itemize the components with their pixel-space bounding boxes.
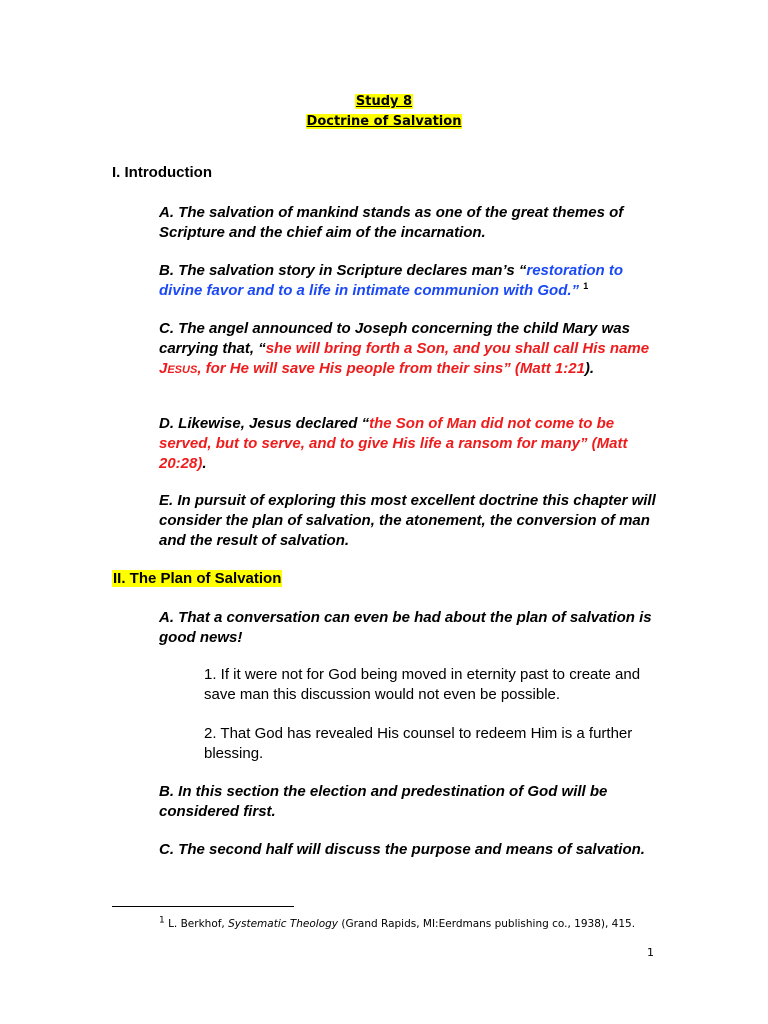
intro-point-c-end: ). xyxy=(584,360,595,377)
berkhof-quote: restoration to divine favor and to a life in intimate communion with God.” xyxy=(159,262,624,299)
intro-point-c xyxy=(159,319,669,380)
quote-part-2: , for He will save His people from their sins” (Matt 1:21 xyxy=(197,360,585,377)
section-heading-plan-text: II. The Plan of Salvation xyxy=(113,570,282,587)
intro-point-d-end: . xyxy=(202,455,207,472)
section-heading-plan xyxy=(112,569,282,589)
page-number: 1 xyxy=(647,946,654,959)
intro-point-c-text: C. The angel announced to Joseph concerning the child Mary was carrying that, “ xyxy=(159,320,630,357)
plan-subpoint-1: 1. If it were not for God being moved in eternity past to create and save man this discussion would not even be possible. xyxy=(204,666,641,703)
intro-point-b-text: B. The salvation story in Scripture declares man’s “ xyxy=(159,262,527,279)
plan-point-c: C. The second half will discuss the purpose and means of salvation. xyxy=(159,841,645,858)
intro-point-d-text: D. Likewise, Jesus declared “ xyxy=(159,415,370,432)
doctrine-title: Doctrine of Salvation xyxy=(306,114,462,129)
footnote-ref: 1 xyxy=(583,281,589,291)
intro-point-b xyxy=(159,261,669,301)
matt-20-28-quote: the Son of Man did not come to be served, but to serve, and to give His life a ransom for many” (Matt 20:28) xyxy=(159,415,628,472)
intro-point-d xyxy=(159,414,669,474)
plan-point-b: B. In this section the election and predestination of God will be considered first. xyxy=(159,783,608,820)
title-block xyxy=(0,92,768,132)
footnote-author: L. Berkhof, xyxy=(164,918,229,930)
footnote-number: 1 xyxy=(159,915,165,926)
intro-point-a: A. The salvation of mankind stands as one of the great themes of Scripture and the chief aim of the incarnation. xyxy=(159,204,624,241)
footnote-book-title: Systematic Theology xyxy=(228,918,339,930)
footnote-citation: (Grand Rapids, MI:Eerdmans publishing co., 1938), 415. xyxy=(338,918,636,930)
footnote xyxy=(159,917,635,931)
plan-point-a: A. That a conversation can even be had about the plan of salvation is good news! xyxy=(159,609,652,646)
jesus-rest: ESUS xyxy=(167,364,198,376)
plan-subpoint-2: 2. That God has revealed His counsel to redeem Him is a further blessing. xyxy=(204,725,633,762)
quote-part-1: she will bring forth a Son, and you shall call His name xyxy=(265,340,650,357)
section-heading-introduction: I. Introduction xyxy=(112,164,212,181)
study-title: Study 8 xyxy=(355,94,413,109)
jesus-initial: J xyxy=(159,360,168,377)
footnote-divider xyxy=(112,906,294,907)
intro-point-e: E. In pursuit of exploring this most excellent doctrine this chapter will consider the plan of salvation, the atonement, the conversion of man and the result of salvation. xyxy=(159,492,656,549)
